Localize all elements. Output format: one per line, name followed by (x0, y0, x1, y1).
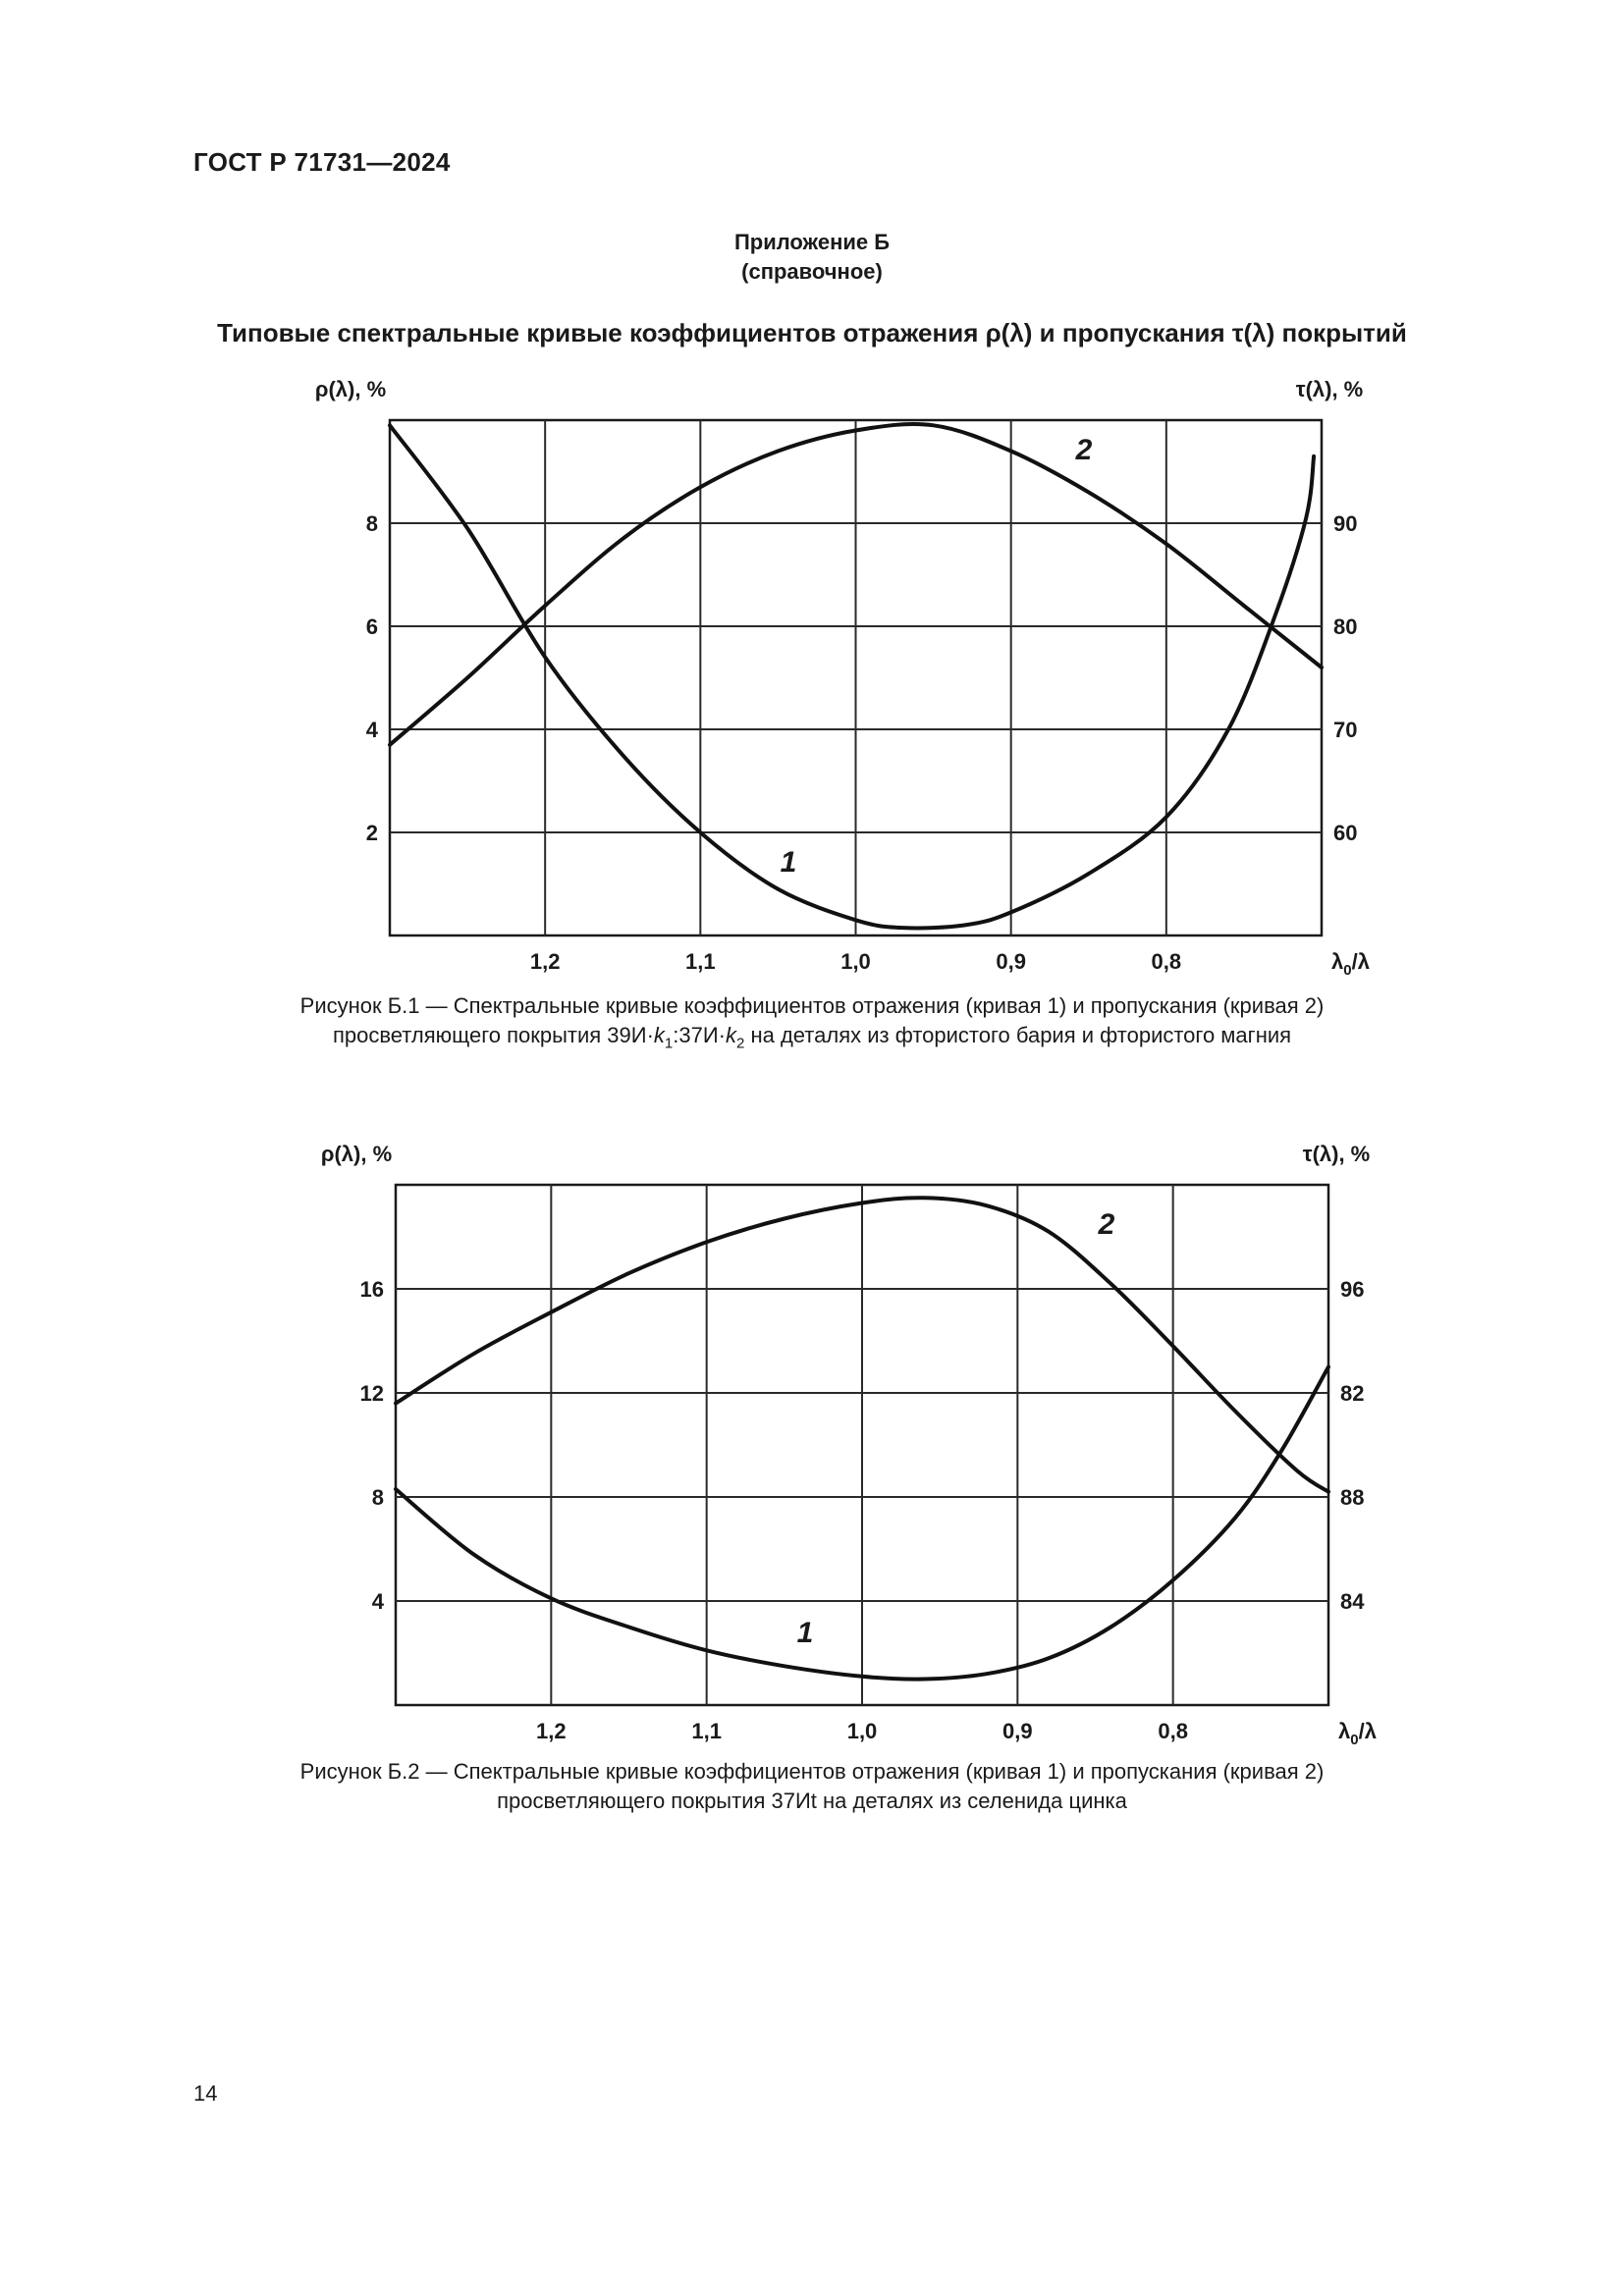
figure2-caption-line2: просветляющего покрытия 37Иt на деталях из селенида цинка (497, 1789, 1127, 1813)
fig2-x-axis-tail: /λ (1358, 1719, 1377, 1743)
fig2-x-tick-2: 1,0 (846, 1719, 878, 1743)
figure1-caption-prefix: просветляющего покрытия 39И· (332, 1023, 654, 1047)
figure1-caption-mid: :37И· (673, 1023, 726, 1047)
fig2-x-tick-0: 1,2 (536, 1719, 567, 1743)
fig2-y-right-tick-1: 88 (1340, 1485, 1365, 1510)
figure1-caption-suffix: на деталях из фтористого бария и фтористого магния (744, 1023, 1292, 1047)
fig1-y-right-tick-1: 70 (1333, 718, 1358, 742)
fig1-x-axis-tail: /λ (1351, 949, 1370, 974)
fig2-y-right-tick-3: 96 (1340, 1277, 1365, 1302)
fig1-right-axis-title: τ(λ), % (1295, 377, 1364, 401)
fig2-y-right-tick-2: 82 (1340, 1381, 1365, 1406)
fig2-left-axis-title: ρ(λ), % (320, 1142, 393, 1166)
fig1-y-right-tick-2: 80 (1333, 614, 1358, 639)
main-title: Типовые спектральные кривые коэффициентов отражения ρ(λ) и пропускания τ(λ) покрытий (217, 318, 1407, 347)
fig2-y-left-tick-1: 8 (371, 1485, 384, 1510)
fig2-x-axis-title (1338, 1719, 1377, 1748)
fig1-x-axis-sub: 0 (1343, 962, 1352, 979)
appendix-title: Приложение Б (733, 230, 891, 254)
fig2-y-right-tick-0: 84 (1340, 1589, 1365, 1614)
fig1-x-tick-1: 1,1 (685, 949, 716, 974)
fig2-y-left-tick-2: 12 (359, 1381, 384, 1406)
figure1-caption-k1-sub: 1 (664, 1035, 674, 1052)
fig1-x-tick-2: 1,0 (840, 949, 871, 974)
fig2-right-axis-title: τ(λ), % (1302, 1142, 1371, 1166)
fig1-y-right-tick-3: 90 (1333, 511, 1358, 536)
fig1-curve-label-1: 1 (780, 846, 797, 879)
fig1-left-axis-title: ρ(λ), % (314, 377, 387, 401)
fig2-curve-label-1: 1 (796, 1617, 814, 1649)
fig1-y-left-tick-2: 6 (365, 614, 378, 639)
figure1-caption-line1: Рисунок Б.1 — Спектральные кривые коэффициентов отражения (кривая 1) и пропускания (кривая 2) (299, 993, 1325, 1018)
figure1-caption-k2: k (726, 1023, 736, 1047)
fig1-x-tick-3: 0,9 (996, 949, 1026, 974)
appendix-type: (справочное) (741, 259, 883, 284)
figure1-caption-k1: k (653, 1023, 665, 1047)
document-id: ГОСТ Р 71731—2024 (193, 147, 451, 177)
fig1-curve-label-2: 2 (1075, 434, 1093, 466)
fig2-x-tick-3: 0,9 (1002, 1719, 1033, 1743)
fig2-x-axis-sub: 0 (1350, 1732, 1359, 1748)
fig2-x-axis-lambda: λ (1338, 1719, 1351, 1743)
fig1-y-left-tick-3: 8 (365, 511, 378, 536)
fig2-x-tick-1: 1,1 (691, 1719, 722, 1743)
fig2-y-left-tick-0: 4 (371, 1589, 384, 1614)
fig1-x-tick-0: 1,2 (529, 949, 561, 974)
figure2-caption-line1: Рисунок Б.2 — Спектральные кривые коэффициентов отражения (кривая 1) и пропускания (кривая 2) (299, 1759, 1325, 1784)
fig2-y-left-tick-3: 16 (359, 1277, 384, 1302)
page-number: 14 (193, 2081, 218, 2106)
figure1-caption-k2-sub: 2 (736, 1035, 745, 1052)
fig1-y-left-tick-0: 2 (365, 821, 378, 845)
fig2-x-tick-4: 0,8 (1158, 1719, 1188, 1743)
fig1-x-tick-4: 0,8 (1151, 949, 1182, 974)
fig1-x-axis-lambda: λ (1331, 949, 1344, 974)
fig1-y-left-tick-1: 4 (365, 718, 378, 742)
fig2-curve-label-2: 2 (1098, 1208, 1115, 1241)
fig1-y-right-tick-0: 60 (1333, 821, 1358, 845)
